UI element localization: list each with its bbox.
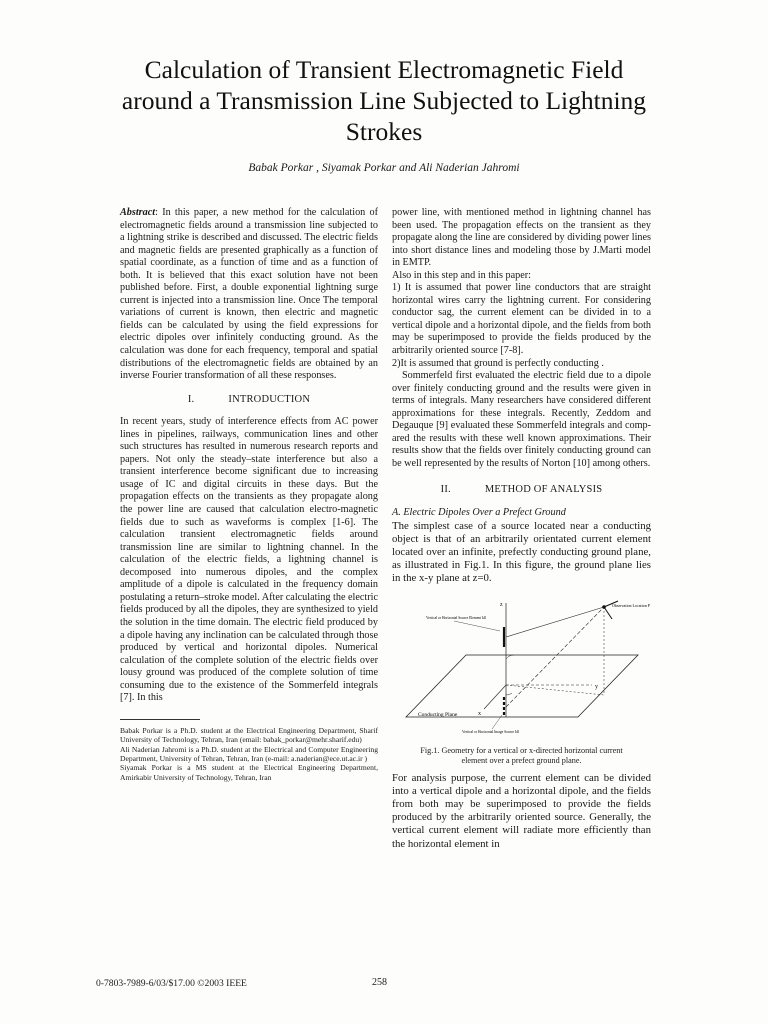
angle-arc-2 <box>506 693 512 695</box>
title-line-1: Calculation of Transient Electromagnetic Field <box>144 55 624 84</box>
page-number: 258 <box>372 977 387 988</box>
section-number: II. <box>440 484 451 496</box>
section-title: INTRODUCTION <box>228 393 311 405</box>
paragraph-also: Also in this step and in this paper: <box>392 269 531 281</box>
geometry-diagram <box>392 597 651 742</box>
paragraph-simplest-case: The simplest case of a source located near a conducting object is that of an arbitrarily orientated current element located over an infinite, prefectly conducting ground plane, as illustrated in Fig.1. In this figure, the ground plane lies in the x-y plane at z=0. <box>392 519 651 584</box>
paragraph-sommerfeld: Sommerfeld first evaluated the electric field due to a dipole over finitely conducting ground and the results were given in terms of integrals. Many researchers have considered different approximations for these integrals. Recently, Zeddom and Degauque [9] evaluated these Sommerfeld integrals and comp-ared the results with these well known approximations. Their results show that the fields over finitely conducting ground can be well represented by the results of Norton [10] among others. <box>392 370 651 469</box>
observation-point <box>602 605 606 609</box>
y-label: y <box>595 684 598 691</box>
section-title: METHOD OF ANALYSIS <box>484 484 603 496</box>
abstract-label: Abstract <box>120 207 156 218</box>
z-label: z <box>500 602 503 609</box>
angle-arc <box>506 655 514 659</box>
section-number: I. <box>187 393 195 405</box>
author-list: Babak Porkar , Siyamak Porkar and Ali Naderian Jahromi <box>248 162 520 174</box>
paragraph-assumption-2: 2)It is assumed that ground is perfectly conducting . <box>392 357 604 369</box>
introduction-text: In recent years, study of interference effects from AC power lines in pipelines, railways, communication lines and other such structures has resulted in numerous research reports and papers. Not only the steady–state interference but also a transient interference become significant due to increasing usage of IC and digital circuits in these days. But the propagation effects on the transients as they propagate along the power line are caused that calculation electro-magnetic fields due to such as waveforms is complex [1-6]. The calculation transient electromagnetic fields around transmission line are similar to lightning channel. In the calculation of the electric fields, a lightning channel is decomposed into numerous dipoles, and the complex amplitude of a dipole is calculated in the frequency domain postulating a return–stroke model. After calculating the electric fields produced by all the dipoles, they are synthesized to yield the solution in the time domain. The electric field produced by a dipole having any inclination can be calculated through those produced by vertical and horizontal dipoles. Numerical calculation of the complete solution of the electric fields over lousy ground was produced of the complete solution of time consuming due to the existence of the Sommerfeld integrals [7]. In this <box>120 416 378 704</box>
subsection-heading: A. Electric Dipoles Over a Prefect Ground <box>392 507 566 519</box>
right-column <box>392 207 651 851</box>
source-leader <box>454 621 500 631</box>
abstract-text: : In this paper, a new method for the calculation of electromagnetic fields around a transmission line subjected to a lightning strike is described and discussed. The electric fields and magnetic fields are presented graphically as a function of spatial coordinate, as a function of time and as a function of both. It is believed that this exact solution have not been published before. First, a double exponential lightning surge current is injected into a transmission line. Once The temporal variations of current is known, then electric and magnetic fields can be calculated by using the field expressions for electric dipoles over infinitely conducting ground. As the calculation was done for each frequency, temporal and spatial distributions of the electromagnetic fields are obtained by an inverse Fourier transformation of all these responses. <box>120 207 378 382</box>
abstract <box>120 207 378 383</box>
e-field-vector-2 <box>604 607 612 619</box>
figure-caption-line-1: Fig.1. Geometry for a vertical or x-directed horizontal current <box>420 746 623 756</box>
figure-caption-line-2: element over a prefect ground plane. <box>461 756 582 766</box>
x-label: x <box>478 711 481 718</box>
source-label: Vertical or Horizontal Source Element Idl <box>426 616 486 621</box>
footnotes <box>120 726 378 782</box>
observation-label: Observation Location P <box>612 603 650 609</box>
x-axis <box>484 685 506 709</box>
title-line-3: Strokes <box>345 117 423 146</box>
footnote-3: Siyamak Porkar is a MS student at the Electrical Engineering Department, Amirkabir University of Technology, Tehran, Iran <box>120 763 378 782</box>
conducting-plane-shape <box>406 655 638 717</box>
footnote-1: Babak Porkar is a Ph.D. student at the Electrical Engineering Department, Sharif University of Technology, Tehran, Iran (email: babak_porkar@mehr.sharif.edu) <box>120 725 378 745</box>
paragraph-analysis-purpose: For analysis purpose, the current element can be divided into a vertical dipole and a horizontal dipole, and the fields from both may be superimposed to provide the fields produced by the arbitrarily oriented source. Generally, the vertical current element will radiate more efficiently than the horizontal element in <box>392 772 651 850</box>
figure-1-geometry <box>392 597 651 742</box>
plane-label: Conducting Plane <box>418 712 458 719</box>
footnote-divider <box>120 719 200 720</box>
image-label: Vertical or Horizontal Image Source Idl <box>462 730 519 735</box>
paper-title <box>60 54 708 147</box>
ray-source-observation <box>506 607 604 637</box>
left-column <box>120 207 378 782</box>
copyright-footer: 0-7803-7989-6/03/$17.00 ©2003 IEEE <box>96 978 247 989</box>
section-heading-method <box>392 484 651 497</box>
paragraph-emtp: power line, with mentioned method in lightning channel has been used. The propagation effects on the transient as they propagate along the line are considered by dividing power lines into short distance lines and modeling those by J.Marti model in EMTP. <box>392 207 651 269</box>
section-heading-introduction <box>120 394 378 407</box>
footnote-2: Ali Naderian Jahromi is a Ph.D. student at the Electrical and Computer Engineering Department, University of Tehran, Tehran, Iran (e-mail: a.naderian@ece.ut.ac.ir ) <box>120 744 378 763</box>
title-line-2: around a Transmission Line Subjected to Lightning <box>121 86 647 115</box>
paragraph-assumption-1: 1) It is assumed that power line conductors that are straight horizontal wires carry the lightning current. For considering conductor sag, the current element can be divided in to a vertical dipole and a horizontal dipole, and the fields from both may be superimposed to provide the fields produced by the arbitrarily oriented source [7-8]. <box>392 282 651 357</box>
radial-distance <box>506 685 604 695</box>
